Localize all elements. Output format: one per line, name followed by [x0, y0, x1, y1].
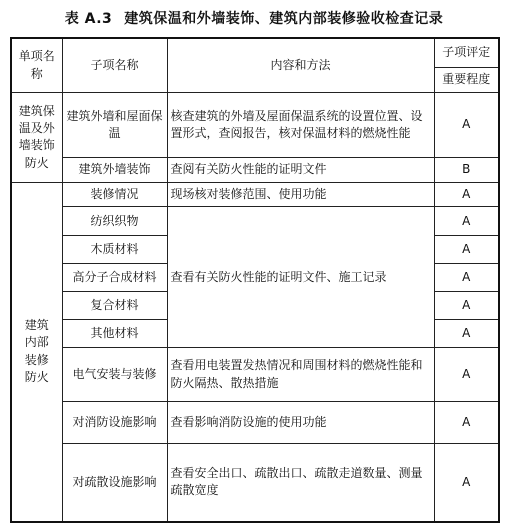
header-row [11, 38, 499, 67]
importance-grade: A [434, 292, 499, 320]
table-row [11, 93, 499, 157]
content-method: 查看用电装置发热情况和周围材料的燃烧性能和防火隔热、散热措施 [167, 348, 434, 402]
table-row [11, 402, 499, 443]
importance-grade: A [434, 264, 499, 292]
content-method: 查阅有关防火性能的证明文件 [167, 157, 434, 182]
header-sub-evaluation: 子项评定 [434, 38, 499, 67]
importance-grade: A [434, 402, 499, 443]
importance-grade: A [434, 348, 499, 402]
importance-grade: A [434, 182, 499, 207]
header-sub-name: 子项名称 [62, 38, 167, 93]
inspection-table [10, 37, 500, 523]
content-method: 查看影响消防设施的使用功能 [167, 402, 434, 443]
sub-item-name: 建筑外墙装饰 [62, 157, 167, 182]
sub-item-name: 建筑外墙和屋面保温 [62, 93, 167, 157]
header-importance: 重要程度 [434, 67, 499, 93]
importance-grade: A [434, 207, 499, 236]
importance-grade: A [434, 443, 499, 522]
group-name: 建筑保温及外墙装饰防火 [11, 93, 62, 182]
content-method: 查看安全出口、疏散出口、疏散走道数量、测量疏散宽度 [167, 443, 434, 522]
content-method: 核查建筑的外墙及屋面保温系统的设置位置、设置形式，查阅报告，核对保温材料的燃烧性能 [167, 93, 434, 157]
table-title [0, 8, 508, 28]
importance-grade: B [434, 157, 499, 182]
importance-grade: A [434, 320, 499, 348]
sub-item-name: 对疏散设施影响 [62, 443, 167, 522]
content-method: 现场核对装修范围、使用功能 [167, 182, 434, 207]
header-unit-name: 单项名称 [11, 38, 62, 93]
sub-item-name: 其他材料 [62, 320, 167, 348]
table-row [11, 157, 499, 182]
sub-item-name: 电气安装与装修 [62, 348, 167, 402]
table-row [11, 207, 499, 236]
sub-item-name: 纺织织物 [62, 207, 167, 236]
table-row [11, 443, 499, 522]
sub-item-name: 木质材料 [62, 236, 167, 264]
table-row [11, 348, 499, 402]
importance-grade: A [434, 93, 499, 157]
sub-item-name: 装修情况 [62, 182, 167, 207]
sub-item-name: 复合材料 [62, 292, 167, 320]
sub-item-name: 对消防设施影响 [62, 402, 167, 443]
group-name: 建筑内部装修防火 [11, 182, 62, 522]
table-row [11, 182, 499, 207]
table-title-text: 建筑保温和外墙装饰、建筑内部装修验收检查记录 [124, 11, 444, 27]
importance-grade: A [434, 236, 499, 264]
sub-item-name: 高分子合成材料 [62, 264, 167, 292]
header-content-method: 内容和方法 [167, 38, 434, 93]
content-method-merged: 查看有关防火性能的证明文件、施工记录 [167, 207, 434, 348]
table-number: 表 A.3 [64, 11, 113, 27]
